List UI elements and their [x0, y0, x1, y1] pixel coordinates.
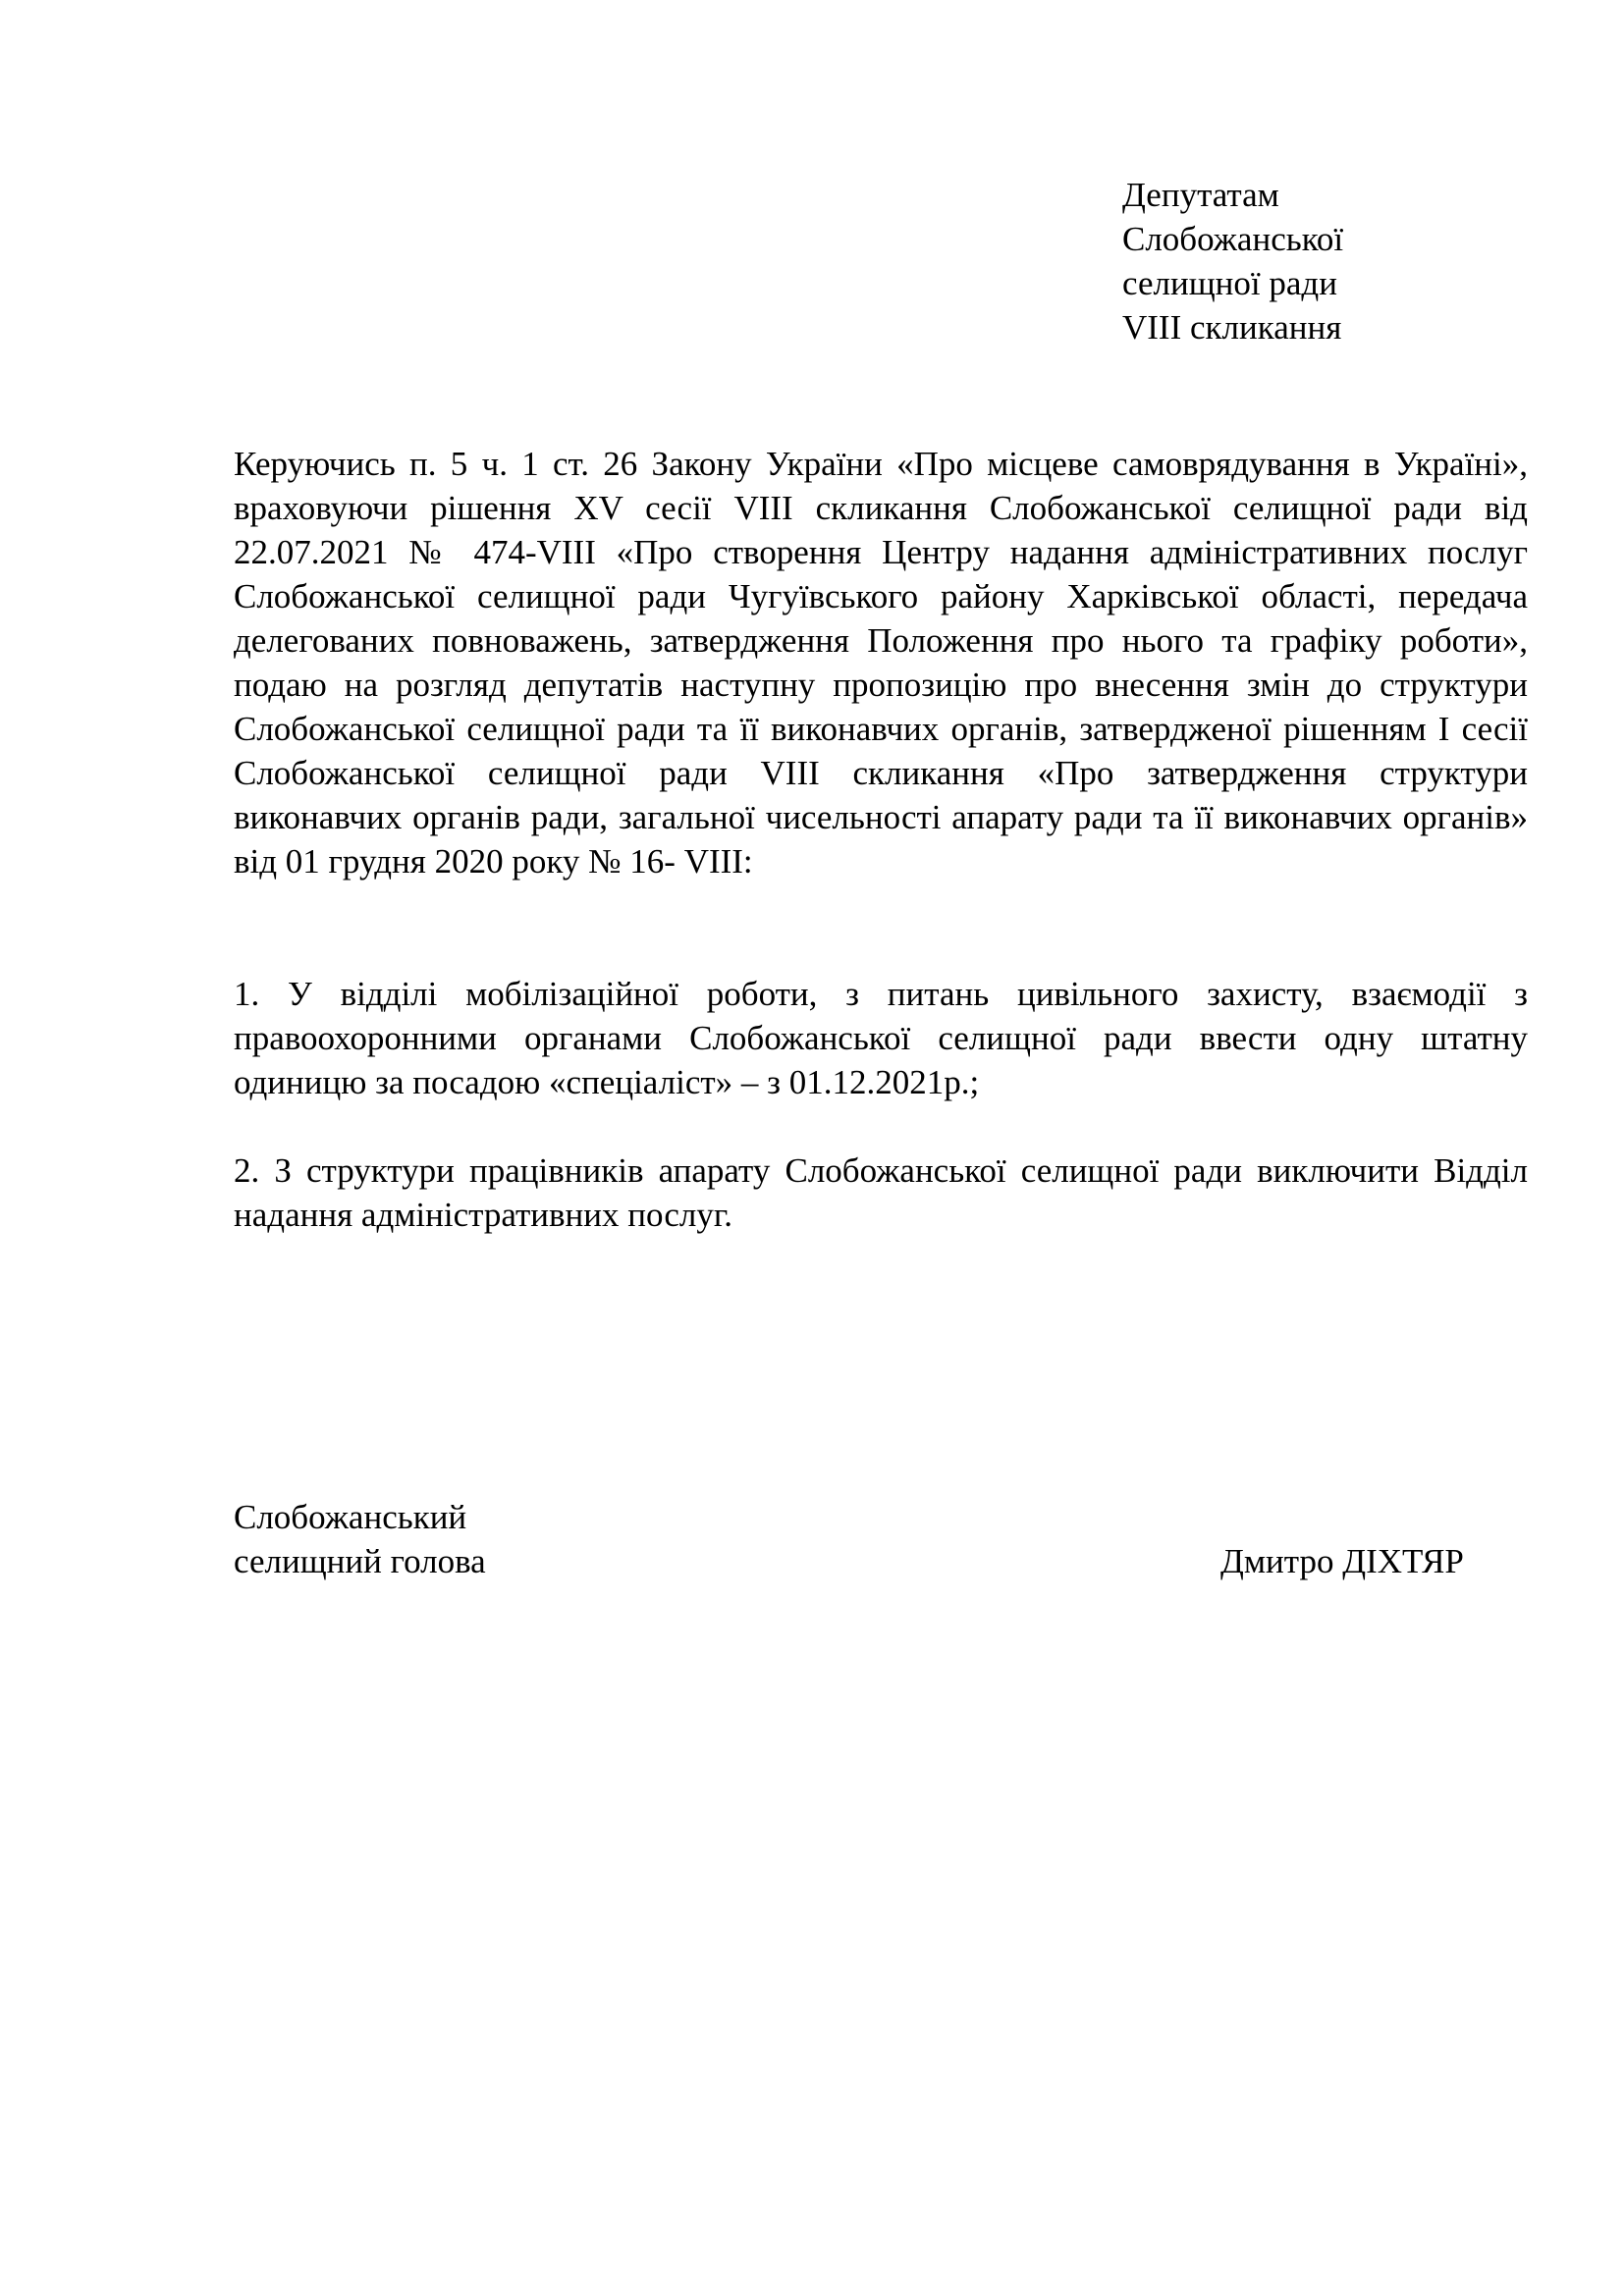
signer-name: Дмитро ДІХТЯР — [1220, 1542, 1464, 1580]
proposal-item: 2. З структури працівників апарату Слобожанської селищної ради виключити Відділ надання адміністративних послуг. — [234, 1151, 1528, 1234]
addressee-line: Слобожанської — [1122, 220, 1344, 258]
intro-paragraph: Керуючись п. 5 ч. 1 ст. 26 Закону України «Про місцеве самоврядування в Україні», враховуючи рішення XV сесії VIII скликання Слобожанської селищної ради від 22.07.2021 № 474-VIII «Про створення Центру надання адміністративних послуг Слобожанської селищної ради Чугуївського району Харківської області, передача делегованих повноважень, затвердження Положення про нього та графіку роботи», подаю на розгляд депутатів наступну пропозицію про внесення змін до структури Слобожанської селищної ради та її виконавчих органів, затвердженої рішенням І сесії Слобожанської селищної ради VIII скликання «Про затвердження структури виконавчих органів ради, загальної чисельності апарату ради та її виконавчих органів» від 01 грудня 2020 року № 16- VIII: — [234, 445, 1528, 881]
proposal-item: 1. У відділі мобілізаційної роботи, з питань цивільного захисту, взаємодії з правоохоронними органами Слобожанської селищної ради ввести одну штатну одиницю за посадою «спеціаліст» – з 01.12.2021р.; — [234, 975, 1528, 1101]
signature-title-line: Слобожанський — [234, 1498, 467, 1536]
addressee-line: VIII скликання — [1122, 308, 1342, 347]
signature-title-line: селищний голова — [234, 1542, 486, 1580]
addressee-line: Депутатам — [1122, 176, 1279, 214]
addressee-line: селищної ради — [1122, 264, 1337, 302]
addressee-block — [1122, 173, 1343, 349]
